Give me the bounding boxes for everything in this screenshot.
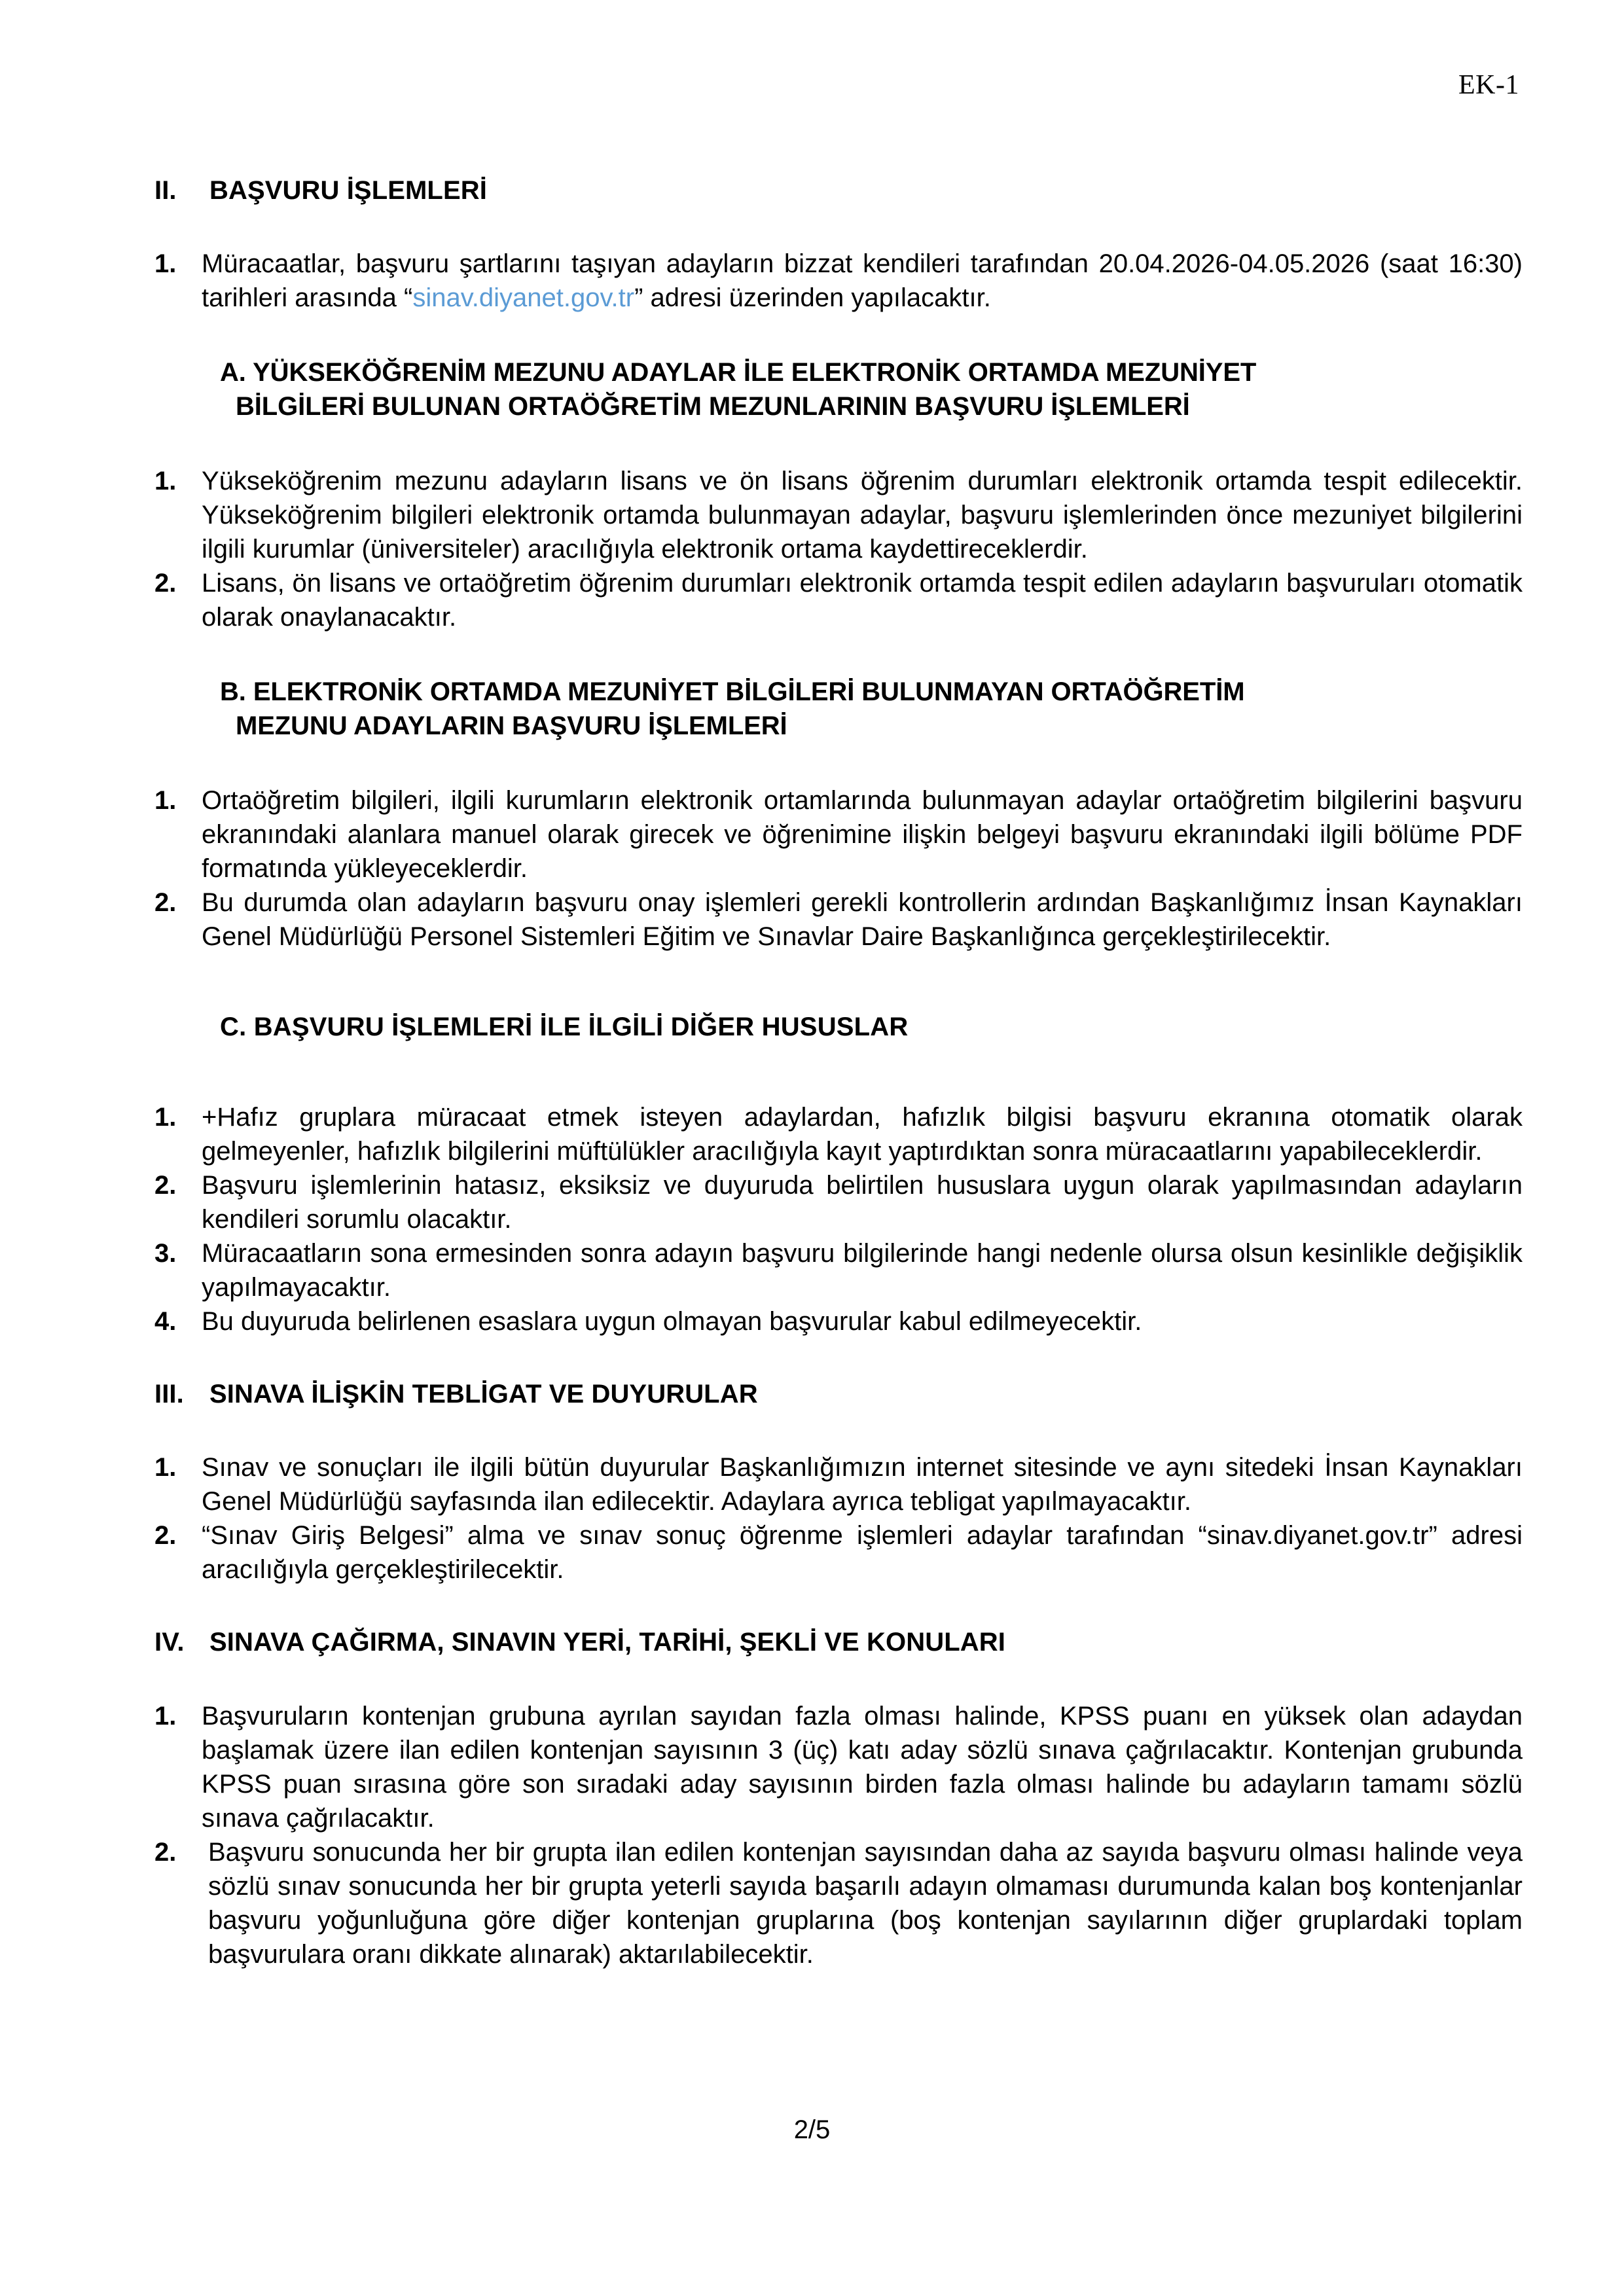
list-marker: 4.	[154, 1307, 177, 1336]
list-item	[154, 1100, 1523, 1168]
list-item	[154, 1835, 1523, 1971]
list-marker: 2.	[154, 1521, 177, 1551]
document-body	[154, 175, 1523, 1971]
document-header-label: EK-1	[1458, 70, 1519, 100]
section-ii-title: BAŞVURU İŞLEMLERİ	[209, 176, 487, 205]
list-text: Ortaöğretim bilgileri, ilgili kurumların elektronik ortamlarında bulunmayan adaylar ortaöğretim bilgilerini başvuru ekranındaki alanlara manuel olarak girecek ve öğrenimine ilişkin belgeyi başvuru ekranındaki ilgili bölüme PDF formatında yükleyeceklerdir.	[202, 786, 1523, 884]
spacer	[154, 954, 1523, 1010]
list-marker: 2.	[154, 569, 177, 598]
section-iv-list	[154, 1699, 1523, 1971]
subsection-a-heading-line1: A. YÜKSEKÖĞRENİM MEZUNU ADAYLAR İLE ELEKTRONİK ORTAMDA MEZUNİYET	[220, 358, 1257, 387]
list-text: Başvuru sonucunda her bir grupta ilan edilen kontenjan sayısından daha az sayıda başvuru olması halinde veya sözlü sınav sonucunda her bir grupta yeterli sayıda başarılı adayın olmaması durumunda kalan boş kontenjanlar başvuru yoğunluğuna göre diğer kontenjan gruplarına (boş kontenjan sayılarının diğer gruplardaki toplam başvurulara oranı dikkate alınarak) aktarılabilecektir.	[208, 1837, 1523, 1969]
section-heading-iii	[154, 1379, 1523, 1410]
list-item	[154, 1450, 1523, 1518]
list-item	[154, 247, 1523, 315]
subsection-b-heading	[220, 675, 1523, 743]
subsection-c-heading: C. BAŞVURU İŞLEMLERİ İLE İLGİLİ DİĞER HUSUSLAR	[220, 1013, 909, 1042]
list-marker: 1.	[154, 1103, 177, 1132]
subsection-a-heading-line2: BİLGİLERİ BULUNAN ORTAÖĞRETİM MEZUNLARININ BAŞVURU İŞLEMLERİ	[236, 392, 1190, 422]
spacer	[154, 1659, 1523, 1699]
section-heading-ii	[154, 175, 1523, 206]
list-text-part-2: ” adresi üzerinden yapılacaktır.	[634, 283, 991, 313]
list-item	[154, 783, 1523, 886]
list-item	[154, 464, 1523, 566]
list-item	[154, 1236, 1523, 1304]
spacer	[154, 423, 1523, 464]
section-iv-title: SINAVA ÇAĞIRMA, SINAVIN YERİ, TARİHİ, ŞEKLİ VE KONULARI	[209, 1628, 1005, 1657]
spacer	[154, 1587, 1523, 1627]
list-marker: 1.	[154, 1701, 177, 1731]
list-text	[202, 247, 1523, 315]
list-item	[154, 1699, 1523, 1835]
list-text: Başvuruların kontenjan grubuna ayrılan sayıdan fazla olması halinde, KPSS puanı en yüksek olan adaydan başlamak üzere ilan edilen kontenjan sayısının 3 (üç) katı aday sözlü sınava çağrılacaktır. Kontenjan grubunda KPSS puan sırasına göre son sıradaki aday sayısının birden fazla olması halinde bu adayların tamamı sözlü sınava çağrılacaktır.	[202, 1701, 1523, 1833]
subsection-b-heading-line1: B. ELEKTRONİK ORTAMDA MEZUNİYET BİLGİLERİ BULUNMAYAN ORTAÖĞRETİM	[220, 677, 1245, 707]
list-text: “Sınav Giriş Belgesi” alma ve sınav sonuç öğrenme işlemleri adaylar tarafından “sinav.diyanet.gov.tr” adresi aracılığıyla gerçekleştirilecektir.	[202, 1521, 1523, 1585]
section-iii-list	[154, 1450, 1523, 1587]
list-marker: 1.	[154, 249, 177, 279]
list-item	[154, 566, 1523, 634]
sinav-diyanet-link[interactable]: sinav.diyanet.gov.tr	[412, 283, 635, 313]
list-marker: 2.	[154, 888, 177, 918]
spacer	[154, 1338, 1523, 1379]
list-text: Yükseköğrenim mezunu adayların lisans ve ön lisans öğrenim durumları elektronik ortamda tespit edilecektir. Yükseköğrenim bilgileri elektronik ortamda bulunmayan adaylar, başvuru işlemlerinden önce mezuniyet bilgilerini ilgili kurumlar (üniversiteler) aracılığıyla elektronik ortama kaydettireceklerdir.	[202, 467, 1523, 564]
section-iii-title: SINAVA İLİŞKİN TEBLİGAT VE DUYURULAR	[209, 1380, 758, 1409]
subsection-a-list	[154, 464, 1523, 634]
spacer	[154, 206, 1523, 247]
list-marker: 2.	[154, 1837, 177, 1867]
list-text-part-1: Müracaatlar, başvuru şartlarını taşıyan adayların bizzat kendileri tarafından 20.04.2026-04.05.2026 (saat 16:30) tarihleri arasında “	[202, 249, 1523, 313]
subsection-c-list	[154, 1100, 1523, 1338]
subsection-b-heading-line2: MEZUNU ADAYLARIN BAŞVURU İŞLEMLERİ	[236, 711, 787, 741]
spacer	[154, 743, 1523, 783]
section-iv-number: IV.	[154, 1628, 185, 1657]
list-marker: 1.	[154, 467, 177, 496]
subsection-a-heading	[220, 355, 1523, 423]
list-text: Başvuru işlemlerinin hatasız, eksiksiz ve duyuruda belirtilen hususlara uygun olarak yapılmasından adayların kendileri sorumlu olacaktır.	[202, 1171, 1523, 1234]
list-text: Lisans, ön lisans ve ortaöğretim öğrenim durumları elektronik ortamda tespit edilen adayların başvuruları otomatik olarak onaylanacaktır.	[202, 569, 1523, 632]
list-marker: 2.	[154, 1171, 177, 1200]
section-iii-number: III.	[154, 1380, 184, 1409]
list-marker: 1.	[154, 786, 177, 816]
spacer	[154, 634, 1523, 675]
list-item	[154, 886, 1523, 954]
subsection-b-list	[154, 783, 1523, 954]
spacer	[154, 315, 1523, 355]
list-text: Müracaatların sona ermesinden sonra adayın başvuru bilgilerinde hangi nedenle olursa olsun kesinlikle değişiklik yapılmayacaktır.	[202, 1239, 1523, 1302]
section-ii-list	[154, 247, 1523, 315]
section-heading-iv	[154, 1627, 1523, 1658]
list-text: Bu durumda olan adayların başvuru onay işlemleri gerekli kontrollerin ardından Başkanlığımız İnsan Kaynakları Genel Müdürlüğü Personel Sistemleri Eğitim ve Sınavlar Daire Başkanlığınca gerçekleştirilecektir.	[202, 888, 1523, 952]
spacer	[154, 1410, 1523, 1450]
list-item	[154, 1304, 1523, 1338]
list-item	[154, 1168, 1523, 1236]
list-marker: 3.	[154, 1239, 177, 1268]
list-marker: 1.	[154, 1453, 177, 1482]
spacer	[154, 1044, 1523, 1100]
list-item	[154, 1518, 1523, 1587]
section-ii-number: II.	[154, 176, 177, 205]
page-number: 2/5	[793, 2115, 831, 2144]
list-text: +Hafız gruplara müracaat etmek isteyen adaylardan, hafızlık bilgisi başvuru ekranına otomatik olarak gelmeyenler, hafızlık bilgilerini müftülükler aracılığıyla kayıt yaptırdıktan sonra müracaatlarını yapabileceklerdir.	[202, 1103, 1523, 1166]
list-text: Bu duyuruda belirlenen esaslara uygun olmayan başvurular kabul edilmeyecektir.	[202, 1307, 1142, 1336]
list-text: Sınav ve sonuçları ile ilgili bütün duyurular Başkanlığımızın internet sitesinde ve aynı sitedeki İnsan Kaynakları Genel Müdürlüğü sayfasında ilan edilecektir. Adaylara ayrıca tebligat yapılmayacaktır.	[202, 1453, 1523, 1516]
